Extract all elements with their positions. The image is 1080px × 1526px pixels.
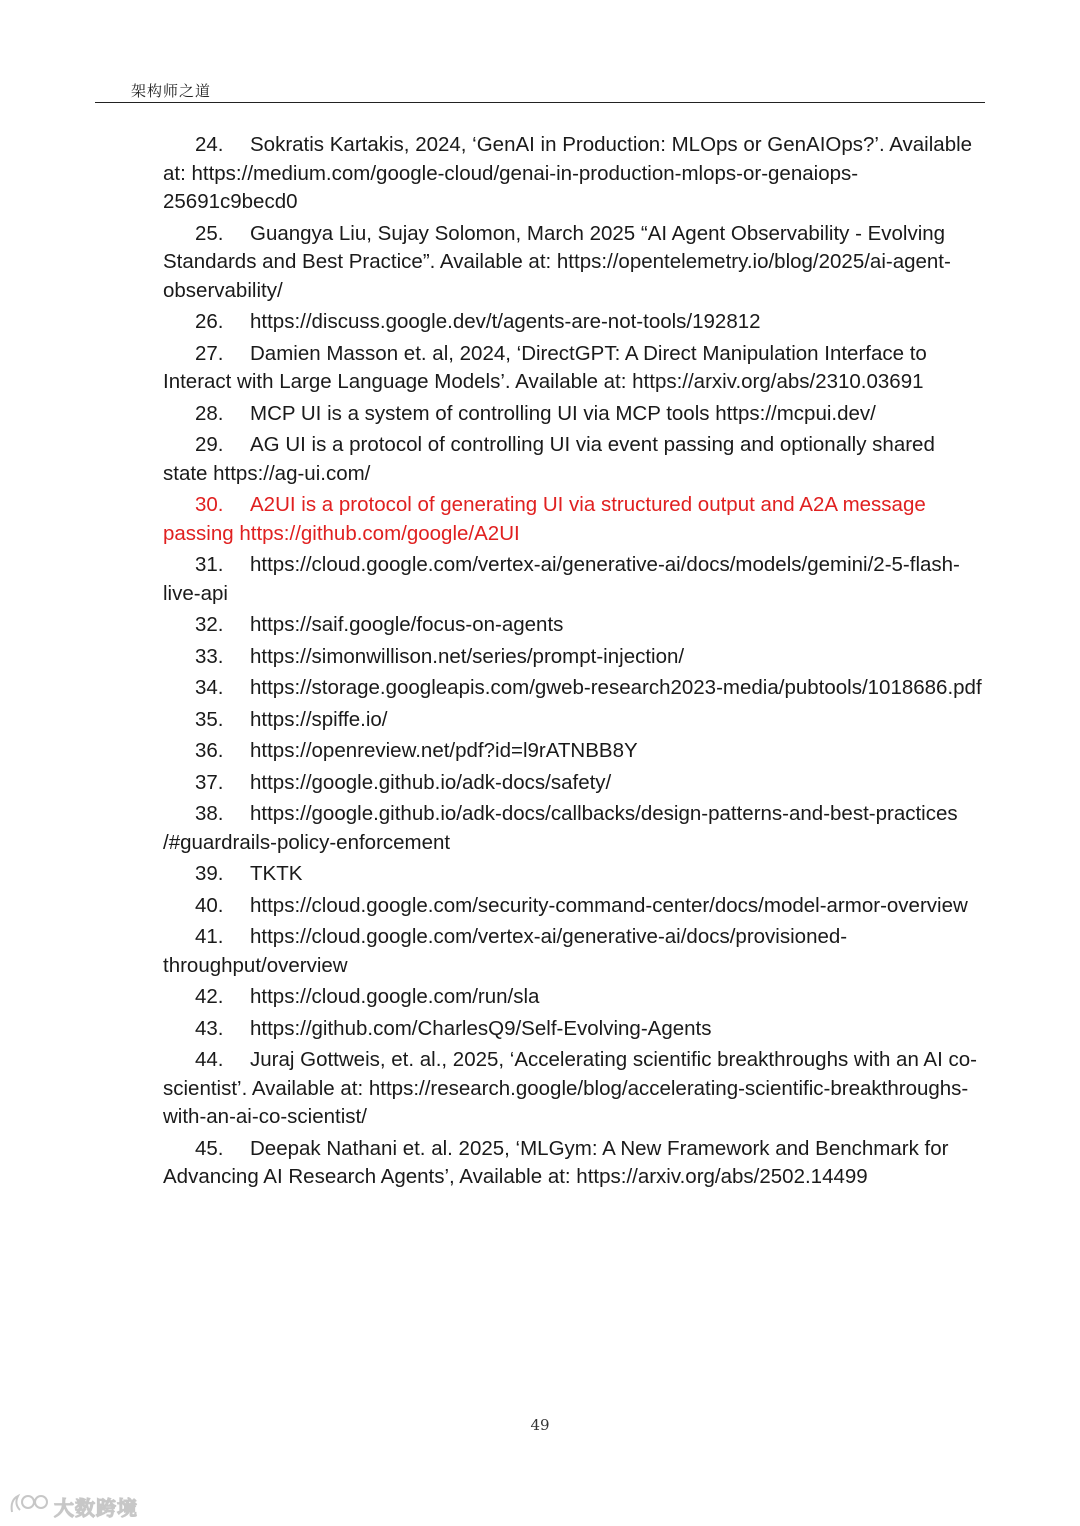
reference-item [163,1015,983,1044]
reference-item [163,1135,983,1192]
reference-item [163,674,983,703]
reference-text: https://spiffe.io/ [250,707,388,731]
reference-number: 38. [195,802,224,825]
reference-number: 33. [195,644,224,668]
reference-text: Juraj Gottweis, et. al., 2025, ‘Accelerating scientific breakthroughs with an AI co-scientist’. Available at: https://research.google/blog/accelerating-scientific-breakthroughs-with-an-ai-co-scientist/ [163,1048,977,1128]
reference-text: https://github.com/CharlesQ9/Self-Evolving-Agents [250,1016,712,1040]
reference-text: https://google.github.io/adk-docs/callbacks/design-patterns-and-best-practices /#guardrails-policy-enforcement [163,802,958,854]
reference-text: https://simonwillison.net/series/prompt-injection/ [250,644,685,668]
reference-text: MCP UI is a system of controlling UI via MCP tools https://mcpui.dev/ [250,401,876,425]
reference-number: 40. [195,893,224,917]
header-divider [95,102,985,103]
reference-number: 30. [195,493,224,516]
reference-number: 32. [195,613,224,636]
reference-number: 25. [195,221,224,245]
reference-item-highlighted [163,491,983,548]
reference-number: 34. [195,676,224,699]
reference-item [163,220,983,306]
reference-text: https://google.github.io/adk-docs/safety/ [250,770,612,794]
reference-text: https://openreview.net/pdf?id=l9rATNBB8Y [250,739,638,762]
reference-number: 42. [195,985,224,1008]
logo-icon [8,1490,50,1523]
reference-number: 31. [195,553,224,576]
reference-item [163,800,983,857]
reference-text: Sokratis Kartakis, 2024, ‘GenAI in Production: MLOps or GenAIOps?’. Available at: https://medium.com/google-cloud/genai-in-production-mlops-or-genaiops-25691c9becd0 [163,133,973,213]
reference-number: 36. [195,739,224,762]
reference-text: Damien Masson et. al, 2024, ‘DirectGPT: A Direct Manipulation Interface to Interact with Large Language Models’. Available at: https://arxiv.org/abs/2310.03691 [163,341,927,393]
running-header-title: 架构师之道 [131,82,212,100]
page-number: 49 [530,1416,550,1434]
reference-item [163,611,983,640]
reference-text: https://cloud.google.com/vertex-ai/generative-ai/docs/provisioned-throughput/overview [163,925,848,977]
reference-text: https://cloud.google.com/run/sla [250,985,540,1008]
reference-number: 43. [195,1016,224,1040]
reference-item [163,769,983,798]
reference-item [163,431,983,488]
reference-number: 45. [195,1136,224,1160]
watermark-text: 大数跨境 [54,1496,138,1520]
reference-text: https://discuss.google.dev/t/agents-are-not-tools/192812 [250,310,761,333]
reference-number: 28. [195,401,224,425]
reference-item [163,892,983,921]
reference-item [163,737,983,766]
reference-text: TKTK [250,862,303,885]
reference-item [163,340,983,397]
reference-text: A2UI is a protocol of generating UI via structured output and A2A message passing https://github.com/google/A2UI [163,493,926,545]
reference-item [163,983,983,1012]
reference-text: AG UI is a protocol of controlling UI via event passing and optionally shared state https://ag-ui.com/ [163,433,935,485]
reference-item [163,551,983,608]
reference-number: 24. [195,133,224,156]
reference-text: https://saif.google/focus-on-agents [250,613,564,636]
reference-text: Guangya Liu, Sujay Solomon, March 2025 “AI Agent Observability - Evolving Standards and Best Practice”. Available at: https://opentelemetry.io/blog/2025/ai-agent-observability/ [163,221,951,302]
reference-number: 26. [195,310,224,333]
reference-item [163,400,983,429]
reference-number: 44. [195,1048,224,1071]
reference-number: 27. [195,341,224,365]
watermark [8,1490,138,1523]
reference-list [163,131,983,1195]
reference-text: Deepak Nathani et. al. 2025, ‘MLGym: A New Framework and Benchmark for Advancing AI Research Agents’, Available at: https://arxiv.org/abs/2502.14499 [163,1136,949,1188]
reference-item [163,131,983,217]
reference-item [163,308,983,337]
reference-number: 37. [195,770,224,794]
reference-number: 41. [195,925,224,948]
reference-item [163,860,983,889]
reference-number: 39. [195,862,224,885]
reference-item [163,706,983,735]
reference-number: 29. [195,433,224,456]
reference-number: 35. [195,707,224,731]
reference-item [163,1046,983,1132]
reference-item [163,643,983,672]
reference-text: https://cloud.google.com/security-command-center/docs/model-armor-overview [250,893,968,917]
reference-item [163,923,983,980]
reference-text: https://cloud.google.com/vertex-ai/generative-ai/docs/models/gemini/2-5-flash-live-api [163,553,960,605]
reference-text: https://storage.googleapis.com/gweb-research2023-media/pubtools/1018686.pdf [250,676,982,699]
